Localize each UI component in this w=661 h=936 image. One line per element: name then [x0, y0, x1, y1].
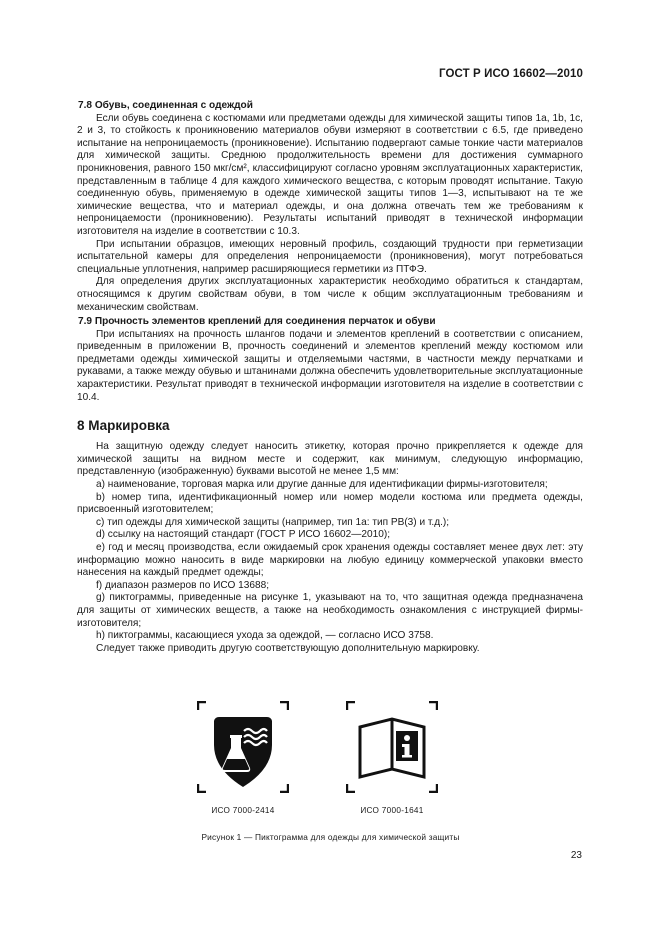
chemical-shield-icon — [197, 701, 289, 793]
pictogram-caption-left: ИСО 7000-2414 — [211, 806, 275, 815]
figure-title: Рисунок 1 — Пиктограмма для одежды для химической защиты — [201, 832, 460, 842]
paragraph: На защитную одежду следует наносить этикетку, которая прочно прикрепляется к одежде для химической защиты на видном месте и содержит, как минимум, следующую информацию, представленную (изображенную) буквами высотой не менее 1,5 мм: — [77, 441, 583, 478]
list-item: g) пиктограммы, приведенные на рисунке 1, указывают на то, что защитная одежда предназначена для защиты от химических веществ, а также на необходимость ознакомления с инструкцией фирмы-изготовителя; — [77, 592, 583, 629]
paragraph: Следует также приводить другую соответствующую дополнительную маркировку. — [96, 642, 480, 654]
list-item: e) год и месяц производства, если ожидаемый срок хранения одежды составляет менее двух лет: эту информацию можно наносить в виде маркировки на любую единицу коммерческой упаковки вместо нанесения на каждый предмет одежды; — [77, 542, 583, 579]
info-book-icon — [346, 701, 438, 793]
list-item: f) диапазон размеров по ИСО 13688; — [96, 579, 270, 591]
chemical-protection-pictogram — [197, 701, 289, 793]
paragraph: Для определения других эксплуатационных характеристик необходимо обратиться к стандартам, относящимся к другим свойствам обуви, в том числе к общим эксплуатационным требованиям и механическим свойствам. — [77, 276, 583, 313]
list-item: b) номер типа, идентификационный номер или номер модели костюма или предмета одежды, присвоенный изготовителем; — [77, 491, 583, 516]
paragraph: При испытании образцов, имеющих неровный профиль, создающий трудности при герметизации испытательной камеры для определения непроницаемости (проникновения), могут потребоваться специальные уплотнения, например расширяющиеся герметики из ПТФЭ. — [77, 238, 583, 275]
list-item: h) пиктограммы, касающиеся ухода за одеждой, — согласно ИСО 3758. — [96, 630, 434, 642]
paragraph: При испытаниях на прочность шлангов подачи и элементов креплений в соответствии с описанием, приведенным в приложении В, прочность соединений и элементов креплений между костюмом или предметами одежды химической защиты и отделяемыми частями, в частности между перчатками и рукавами, а также между обувью и штанинами должна обеспечить удовлетворительные эксплуатационные характеристики. Результат приводят в технической информации изготовителя на изделие в соответствии с 10.4. — [77, 328, 583, 403]
section-8-heading: 8 Маркировка — [77, 418, 170, 434]
page-number: 23 — [570, 850, 582, 861]
pictogram-caption-right: ИСО 7000-1641 — [360, 806, 424, 815]
list-item: d) ссылку на настоящий стандарт (ГОСТ Р ИСО 16602—2010); — [96, 529, 390, 541]
document-body — [77, 100, 583, 655]
instruction-pictogram — [346, 701, 438, 793]
list-item: c) тип одежды для химической защиты (например, тип 1а: тип PB(3) и т.д.); — [96, 516, 450, 528]
section-7-9-heading: 7.9 Прочность элементов креплений для соединения перчаток и обуви — [78, 316, 436, 328]
section-7-8-heading: 7.8 Обувь, соединенная с одеждой — [78, 100, 253, 111]
list-item: a) наименование, торговая марка или другие данные для идентификации фирмы-изготовителя; — [96, 479, 548, 491]
document-header: ГОСТ Р ИСО 16602—2010 — [438, 68, 583, 80]
paragraph: Если обувь соединена с костюмами или предметами одежды для химической защиты типов 1а, 1b, 1с, 2 и 3, то стойкость к проникновению материалов обуви измеряют в соответствии с 6.5, где приведено испытание на непроницаемость (проникновение). Испытанию подвергают самые тонкие части материалов для химической защиты. Среднюю продолжительность времени для достижения суммарного проникновения, равного 150 мкг/см², классифицируют согласно уровням эксплуатационных характеристик, представленным в таблице 4 для каждого химического вещества, с которым проводят испытание. Такую соединенную обувь, применяемую в одежде химической защиты типов 1—3, испытывают на те же химические вещества, что и материал одежды, и она должна отвечать тем же требованиям к непроницаемости (проникновению). Результаты испытаний приводят в технической информации изготовителя на изделие в соответствии с 10.3. — [77, 112, 583, 237]
